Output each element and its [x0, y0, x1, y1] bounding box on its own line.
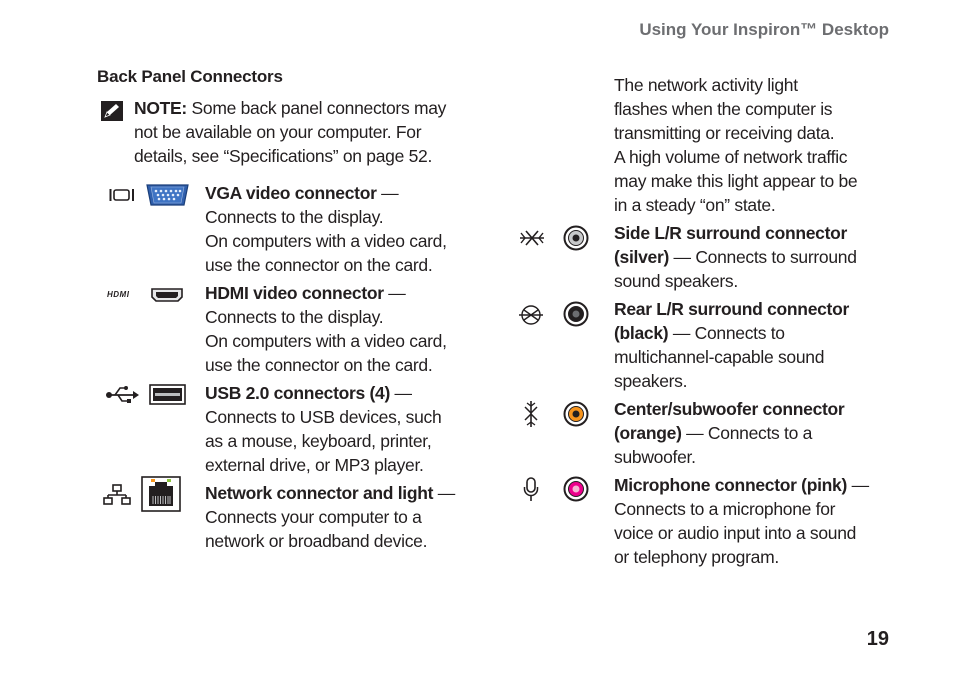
microphone-line-3: or telephony program.	[614, 547, 779, 567]
network-light-line-2: flashes when the computer is	[614, 99, 833, 119]
rear-surround-line-2: speakers.	[614, 371, 688, 391]
network-icon	[103, 484, 131, 506]
hdmi-line-2: On computers with a video card,	[205, 331, 447, 351]
vga-port	[145, 183, 190, 207]
hdmi-logo-icon: HDMI	[107, 290, 130, 299]
network-light-paragraph	[614, 73, 904, 217]
rear-surround-title-2: (black)	[614, 323, 669, 343]
subwoofer-rest: — Connects to a	[681, 423, 813, 443]
network-dash: —	[433, 483, 455, 503]
rear-surround-icon	[518, 304, 544, 326]
vga-line-3: use the connector on the card.	[205, 255, 433, 275]
vga-description	[205, 181, 480, 277]
side-surround-description	[614, 221, 904, 293]
rj45-port	[141, 476, 181, 512]
usb-line-3: external drive, or MP3 player.	[205, 455, 424, 475]
network-light-line-5: may make this light appear to be	[614, 171, 858, 191]
network-light-line-6: in a steady “on” state.	[614, 195, 776, 215]
network-title: Network connector and light	[205, 483, 434, 503]
usb-title: USB 2.0 connectors (4)	[205, 383, 390, 403]
usb-line-2: as a mouse, keyboard, printer,	[205, 431, 432, 451]
hdmi-line-1: Connects to the display.	[205, 307, 384, 327]
side-surround-icon	[518, 228, 546, 248]
network-light-line-3: transmitting or receiving data.	[614, 123, 835, 143]
microphone-description	[614, 473, 904, 569]
hdmi-description	[205, 281, 480, 377]
side-surround-title-2: (silver)	[614, 247, 669, 267]
rear-surround-line-1: multichannel-capable sound	[614, 347, 825, 367]
rear-surround-title-1: Rear L/R surround connector	[614, 299, 849, 319]
network-light-line-1: The network activity light	[614, 75, 798, 95]
microphone-jack	[563, 476, 589, 502]
subwoofer-description	[614, 397, 904, 469]
note-block	[134, 96, 474, 168]
hdmi-dash: —	[383, 283, 406, 303]
vga-line-1: Connects to the display.	[205, 207, 384, 227]
usb-dash: —	[389, 383, 412, 403]
network-light-line-4: A high volume of network traffic	[614, 147, 848, 167]
side-surround-jack	[563, 225, 589, 251]
rear-surround-rest: — Connects to	[668, 323, 785, 343]
subwoofer-line-1: subwoofer.	[614, 447, 696, 467]
vga-icon	[109, 188, 135, 202]
note-line-1: Some back panel connectors may	[191, 98, 447, 118]
vga-title: VGA video connector	[205, 183, 377, 203]
network-description	[205, 481, 480, 553]
microphone-line-2: voice or audio input into a sound	[614, 523, 857, 543]
usb-line-1: Connects to USB devices, such	[205, 407, 442, 427]
microphone-rest: —	[847, 475, 869, 495]
subwoofer-title-2: (orange)	[614, 423, 682, 443]
side-surround-rest: — Connects to surround	[669, 247, 857, 267]
microphone-icon	[523, 476, 539, 504]
subwoofer-jack	[563, 401, 589, 427]
hdmi-port	[150, 287, 184, 303]
note-line-2: not be available on your computer. For	[134, 122, 422, 142]
side-surround-title-1: Side L/R surround connector	[614, 223, 848, 243]
section-title: Back Panel Connectors	[97, 67, 283, 86]
network-line-1: Connects your computer to a	[205, 507, 422, 527]
rear-surround-description	[614, 297, 904, 393]
hdmi-line-3: use the connector on the card.	[205, 355, 433, 375]
rear-surround-jack	[563, 301, 589, 327]
microphone-title: Microphone connector (pink)	[614, 475, 848, 495]
network-line-2: network or broadband device.	[205, 531, 428, 551]
usb-icon	[105, 385, 139, 403]
side-surround-line-1: sound speakers.	[614, 271, 738, 291]
vga-line-2: On computers with a video card,	[205, 231, 447, 251]
running-header: Using Your Inspiron™ Desktop	[639, 20, 889, 39]
note-label: NOTE:	[134, 98, 187, 118]
subwoofer-title-1: Center/subwoofer connector	[614, 399, 845, 419]
page-number: 19	[866, 628, 889, 650]
usb-port	[149, 384, 186, 405]
note-line-3: details, see “Specifications” on page 52.	[134, 146, 433, 166]
microphone-line-1: Connects to a microphone for	[614, 499, 836, 519]
note-pencil-icon	[101, 101, 123, 121]
vga-dash: —	[376, 183, 399, 203]
hdmi-title: HDMI video connector	[205, 283, 384, 303]
usb-description	[205, 381, 480, 477]
subwoofer-icon	[521, 400, 541, 428]
